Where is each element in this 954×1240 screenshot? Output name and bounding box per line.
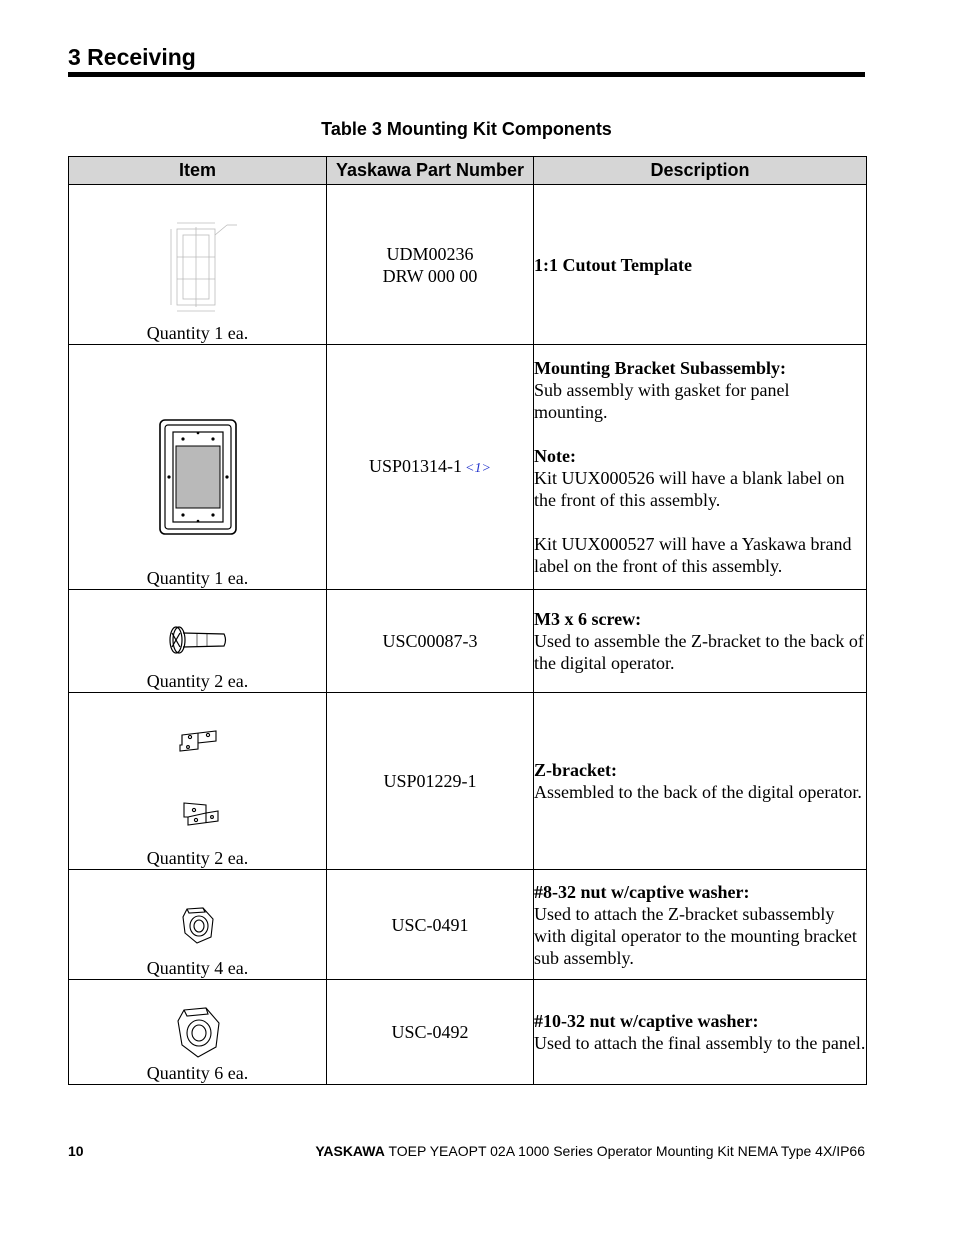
item-quantity: Quantity 2 ea.: [146, 671, 249, 691]
description-text: Used to assemble the Z-bracket to the back of the digital operator.: [534, 631, 864, 673]
drawing-number: DRW 000 00: [382, 265, 478, 286]
large-hex-nut-drawing-icon: [174, 1005, 222, 1059]
part-number: USP01314-1: [369, 455, 463, 476]
description-title: #10-32 nut w/captive washer:: [534, 1011, 759, 1031]
item-cell: [69, 185, 327, 345]
column-header-item: Item: [69, 157, 327, 185]
part-number-cell: [327, 590, 534, 693]
part-number: USC-0492: [391, 1022, 469, 1042]
table-row: [69, 870, 867, 980]
table-caption: Table 3 Mounting Kit Components: [321, 119, 612, 139]
part-number: USP01229-1: [383, 771, 477, 791]
part-number-cell: [327, 345, 534, 590]
item-cell: [69, 590, 327, 693]
table-header-row: [69, 157, 867, 185]
item-cell: [69, 693, 327, 870]
small-hex-nut-drawing-icon: [179, 905, 217, 945]
item-quantity: Quantity 6 ea.: [146, 1063, 249, 1083]
item-cell: [69, 345, 327, 590]
description-title: M3 x 6 screw:: [534, 609, 642, 629]
description-cell: [534, 870, 867, 980]
description-cell: [534, 980, 867, 1085]
description-title: 1:1 Cutout Template: [534, 254, 693, 275]
column-header-description: Description: [534, 157, 867, 185]
description-title: #8-32 nut w/captive washer:: [534, 881, 750, 902]
description-text: Used to attach the Z-bracket subassembly with digital operator to the mounting bracket sub assembly.: [534, 903, 857, 968]
note-reference-link[interactable]: <1>: [465, 460, 491, 476]
description-text: Assembled to the back of the digital operator.: [534, 782, 862, 802]
section-rule: [68, 72, 865, 77]
part-number-cell: [327, 870, 534, 980]
description-text: Used to attach the final assembly to the panel.: [534, 1033, 866, 1053]
footer-document-name: TOEP YEAOPT 02A 1000 Series Operator Mounting Kit NEMA Type 4X/IP66: [384, 1143, 865, 1159]
z-bracket-drawing-icon: [168, 725, 228, 835]
part-number-cell: [327, 185, 534, 345]
part-number-cell: [327, 693, 534, 870]
mounting-bracket-drawing-icon: [158, 418, 238, 536]
section-title: 3 Receiving: [68, 44, 196, 70]
part-number: USC00087-3: [382, 631, 478, 651]
item-quantity: Quantity 1 ea.: [146, 323, 249, 343]
description-cell: [534, 590, 867, 693]
table-row: [69, 693, 867, 870]
part-number: USC-0491: [391, 914, 469, 935]
item-quantity: Quantity 2 ea.: [146, 848, 249, 868]
note-text: Kit UUX000527 will have a Yaskawa brand label on the front of this assembly.: [534, 534, 852, 576]
page-number: 10: [68, 1143, 84, 1159]
item-quantity: Quantity 4 ea.: [146, 958, 249, 978]
part-number-cell: [327, 980, 534, 1085]
cutout-template-drawing-icon: [153, 217, 243, 317]
screw-drawing-icon: [167, 624, 229, 656]
item-cell: [69, 870, 327, 980]
description-title: Z-bracket:: [534, 760, 617, 780]
column-header-part-number: Yaskawa Part Number: [327, 157, 534, 185]
item-cell: [69, 980, 327, 1085]
footer-brand: YASKAWA: [315, 1143, 385, 1159]
table-row: [69, 590, 867, 693]
footer-document-title: [315, 1143, 865, 1159]
part-number: UDM00236: [386, 243, 474, 264]
table-row: [69, 185, 867, 345]
table-row: [69, 345, 867, 590]
item-quantity: Quantity 1 ea.: [146, 568, 249, 588]
description-cell: [534, 693, 867, 870]
description-cell: [534, 185, 867, 345]
description-cell: [534, 345, 867, 590]
description-title: Mounting Bracket Subassembly:: [534, 358, 787, 378]
note-title: Note:: [534, 446, 576, 466]
note-text: Kit UUX000526 will have a blank label on the front of this assembly.: [534, 468, 845, 510]
description-text: Sub assembly with gasket for panel mounting.: [534, 380, 790, 422]
mounting-kit-table: [68, 156, 867, 1085]
table-row: [69, 980, 867, 1085]
